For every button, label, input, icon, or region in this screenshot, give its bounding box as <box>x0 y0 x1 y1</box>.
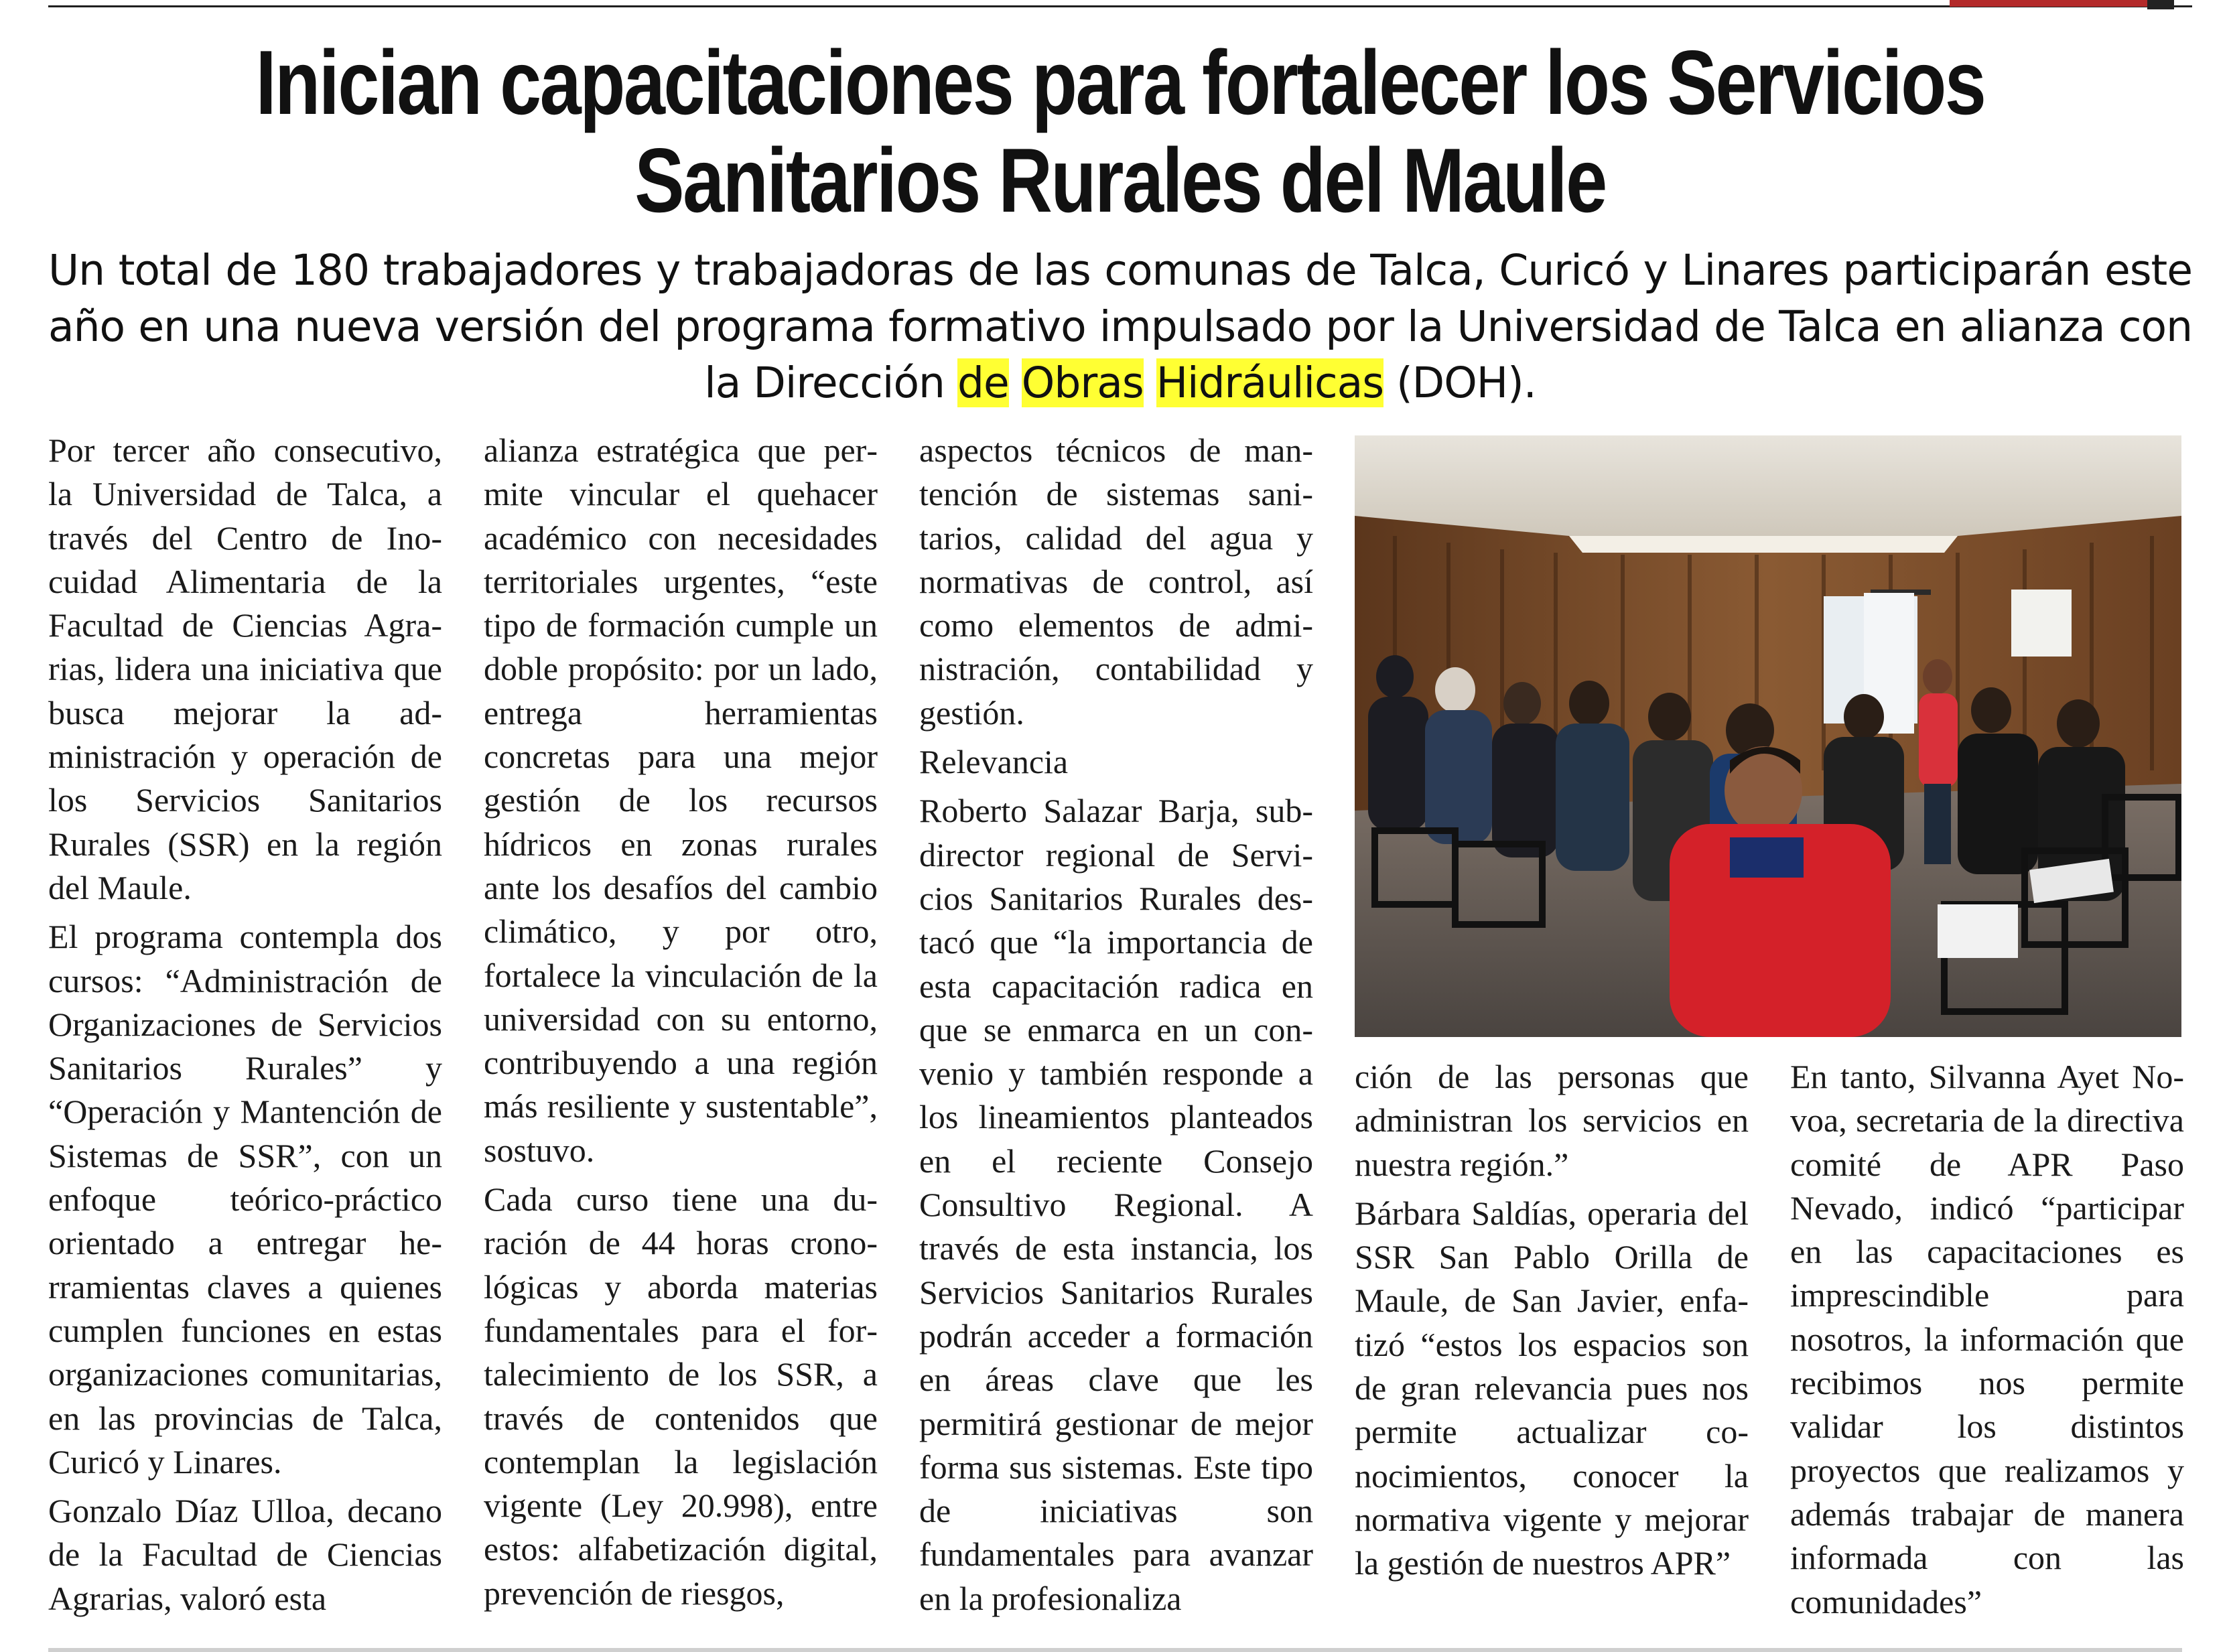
paragraph: Cada curso tiene una duración de 44 horas cronológicas y aborda materias fundamentales para el fortalecimiento de los SSR, a través de contenidos que contemplan la legislación vigente (Ley 20.998), entre estos: alfabetización digital, prevención de riesgos, <box>484 1180 878 1612</box>
paragraph: alianza estratégica que permite vincular el quehacer académico con necesidades territoriales urgentes, “este tipo de formación cumple un doble propósito: por un lado, entrega herramientas concretas para una mejor gestión de los recursos hídricos en zonas rurales ante los desafíos del cambio climático, y por otro, fortalece la vinculación de la universidad con su entorno, contribuyendo a una región más resiliente y sustentable”, sostuvo. <box>484 431 878 1169</box>
bottom-rule <box>48 1648 2182 1652</box>
top-rule <box>48 5 2192 7</box>
paragraph: ción de las personas que administran los servicios en nuestra región.” <box>1355 1058 1749 1183</box>
column-4 <box>1355 1055 1749 1591</box>
column-2 <box>484 429 878 1621</box>
page-mark <box>2147 0 2174 9</box>
deck <box>48 243 2192 411</box>
paragraph: El programa contempla dos cursos: “Administración de Organizaciones de Servicios Sanitarios Rurales” y “Operación y Mantención de Sistemas de SSR”, con un enfoque teórico-práctico orientado a entregar herramientas claves a quienes cumplen funciones en estas organizaciones comunitarias, en las provincias de Talca, Curicó y Linares. <box>48 918 442 1481</box>
deck-text: Un total de 180 trabajadores y trabajadoras de las comunas de Talca, Curicó y Linares participarán este año en una nueva versión del programa formativo impulsado por la Universidad de Talca en alianza con la Dirección <box>48 246 2192 407</box>
paragraph: aspectos técnicos de mantención de sistemas sanitarios, calidad del agua y normativas de control, así como elementos de administración, contabilidad y gestión. <box>919 431 1313 732</box>
column-1 <box>48 429 442 1626</box>
section-tab <box>1950 0 2151 7</box>
column-3 <box>919 429 1313 1626</box>
deck-highlight-3: Hidráulicas <box>1156 358 1384 407</box>
column-5 <box>1790 1055 2184 1629</box>
paragraph: Bárbara Saldías, operaria del SSR San Pablo Orilla de Maule, de San Javier, enfatizó “estos los espacios son de gran relevancia pues nos permite actualizar conocimientos, conocer la normativa vigente y mejorar la gestión de nuestros APR” <box>1355 1194 1749 1582</box>
deck-highlight-1: de <box>957 358 1009 407</box>
paragraph: Gonzalo Díaz Ulloa, decano de la Facultad de Ciencias Agrarias, valoró esta <box>48 1492 442 1617</box>
headline: Inician capacitaciones para fortalecer los Servicios Sanitarios Rurales del Maule <box>255 31 1985 231</box>
training-room-photo <box>1355 435 2181 1037</box>
deck-highlight-2: Obras <box>1021 358 1144 407</box>
subheading-relevancia: Relevancia <box>919 743 1069 781</box>
deck-text-end: (DOH). <box>1383 358 1536 407</box>
paragraph: Por tercer año consecutivo, la Universidad de Talca, a través del Centro de Inocuidad Alimentaria de la Facultad de Ciencias Agrarias, lidera una iniciativa que busca mejorar la administración y operación de los Servicios Sanitarios Rurales (SSR) en la región del Maule. <box>48 431 442 906</box>
article-photo <box>1355 435 2181 1037</box>
paragraph: En tanto, Silvanna Ayet Novoa, secretaria de la directiva comité de APR Paso Nevado, indicó “participar en las capacitaciones es imprescindible para nosotros, la información que recibimos nos permite validar los distintos proyectos que realizamos y además trabajar de manera informada con las comunidades” <box>1790 1058 2184 1621</box>
paragraph: Roberto Salazar Barja, subdirector regional de Servicios Sanitarios Rurales destacó que “la importancia de esta capacitación radica en que se enmarca en un convenio y también responde a los lineamientos planteados en el reciente Consejo Consultivo Regional. A través de esta instancia, los Servicios Sanitarios Rurales podrán acceder a formación en áreas clave que les permitirá gestionar de mejor forma sus sistemas. Este tipo de iniciativas son fundamentales para avanzar en la profesionaliza <box>919 792 1313 1617</box>
